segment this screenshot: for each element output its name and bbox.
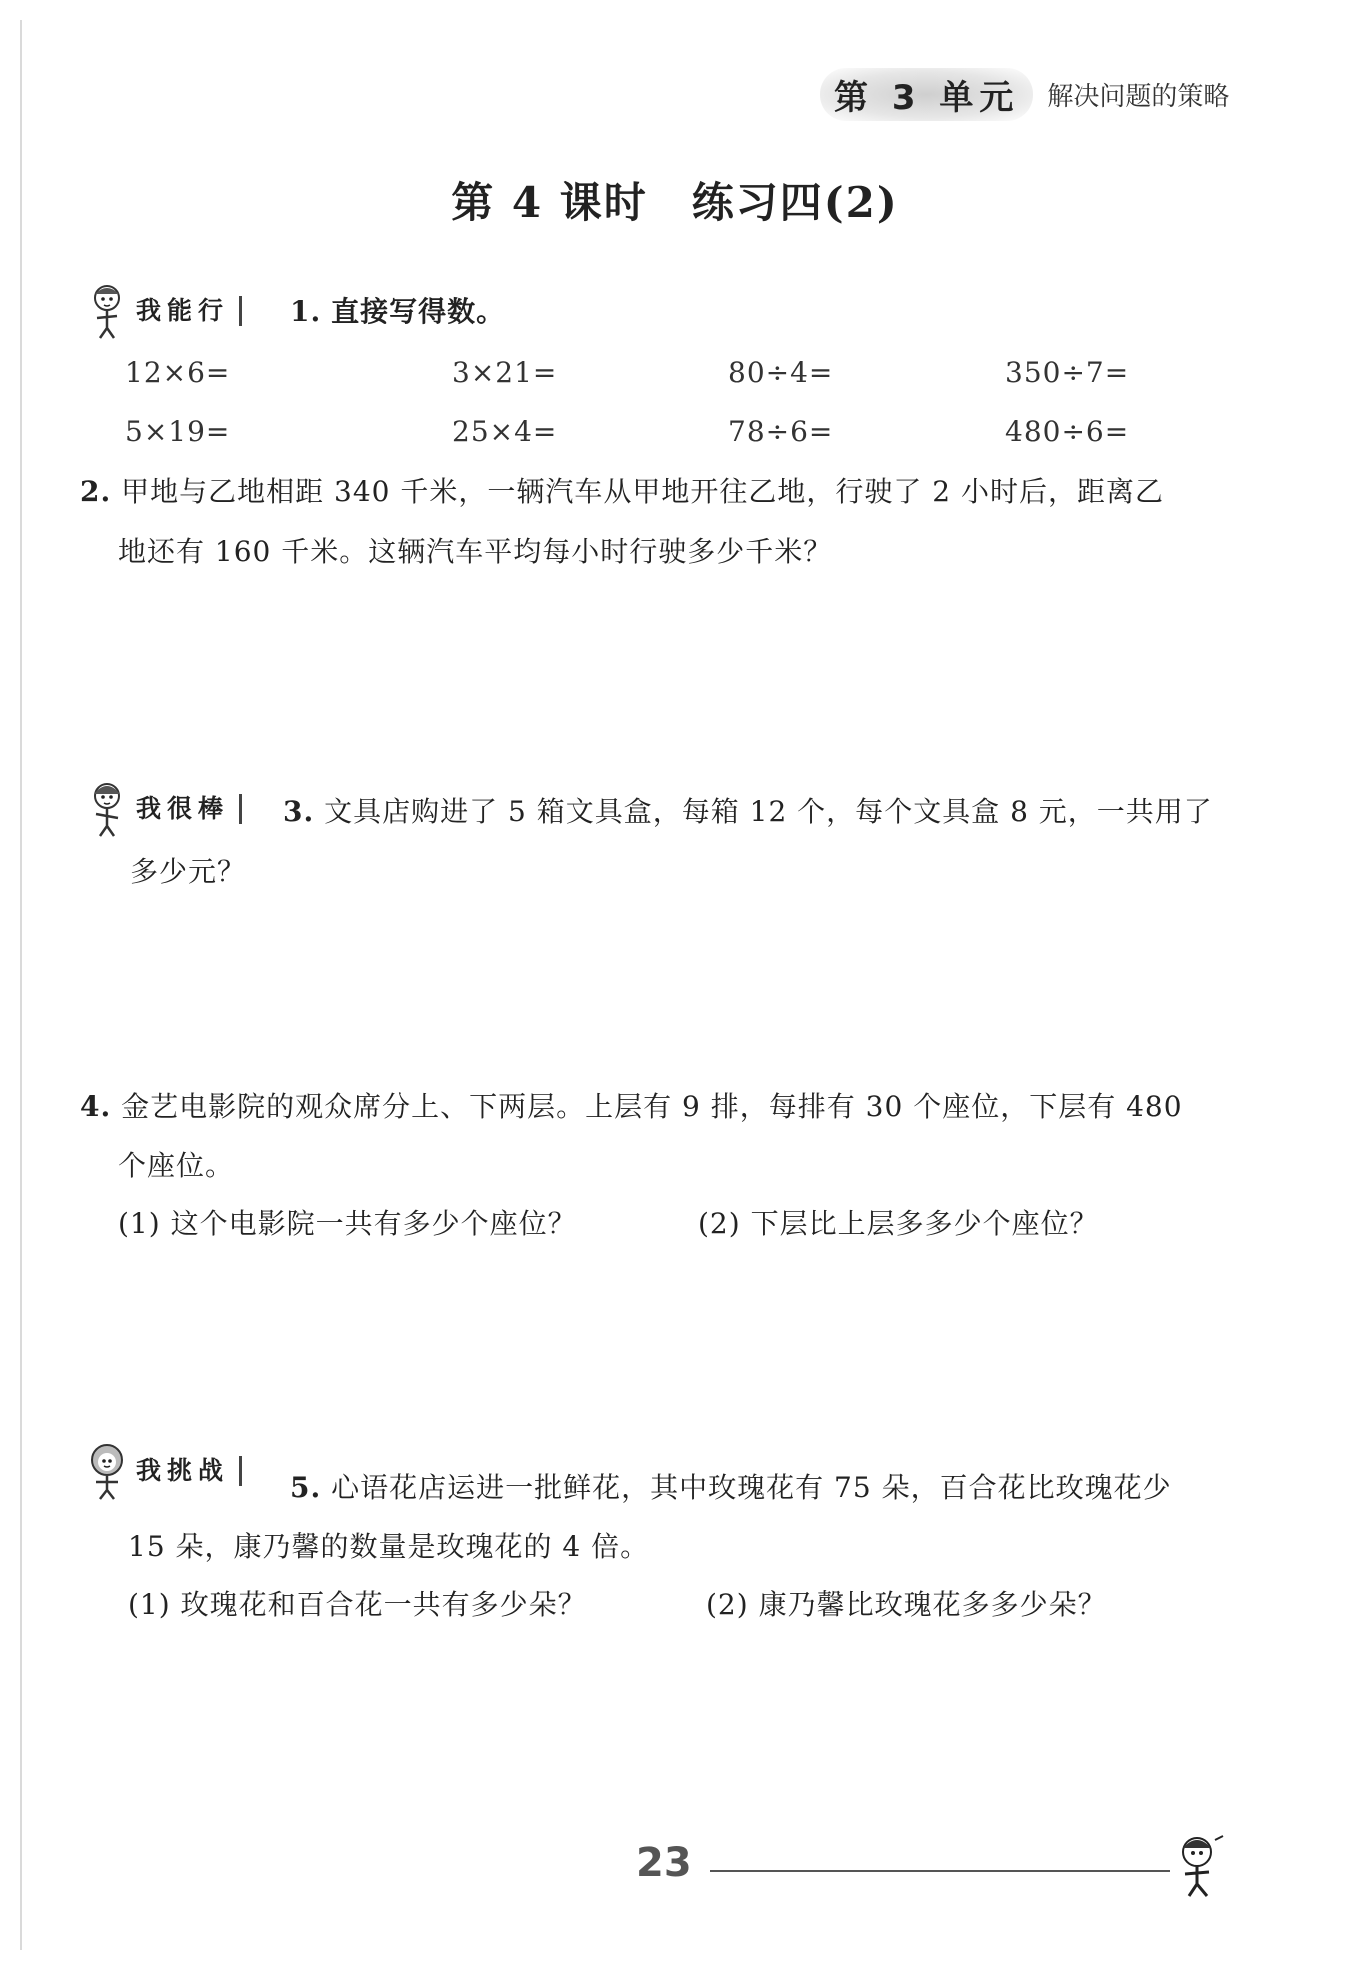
section-tag-label: 我很棒 — [130, 794, 242, 824]
page-number: 23 — [636, 1840, 692, 1886]
question-text: 文具店购进了 5 箱文具盒，每箱 12 个，每个文具盒 8 元，一共用了 — [324, 795, 1213, 828]
question-number: 4. — [80, 1090, 112, 1123]
question-5-sub-1: (1) 玫瑰花和百合花一共有多少朵？ — [128, 1588, 587, 1621]
section-tag-2 — [84, 780, 242, 838]
question-1 — [290, 292, 505, 332]
question-text: 甲地与乙地相距 340 千米，一辆汽车从甲地开往乙地，行驶了 2 小时后，距离乙 — [121, 475, 1165, 508]
question-text: 金艺电影院的观众席分上、下两层。上层有 9 排，每排有 30 个座位，下层有 480 — [121, 1090, 1183, 1123]
section-tag-1 — [84, 282, 242, 340]
question-number: 1. — [290, 295, 322, 328]
section-tag-label: 我能行 — [130, 296, 242, 326]
calc-item: 80÷4= — [728, 356, 834, 389]
question-number: 3. — [283, 795, 315, 828]
question-5-sub-2: (2) 康乃馨比玫瑰花多多少朵？ — [706, 1588, 1107, 1621]
mascot-girl-icon — [84, 282, 130, 340]
mascot-girl-icon — [84, 780, 130, 838]
question-4-line-1 — [80, 1087, 1183, 1127]
section-tag-3 — [84, 1442, 242, 1500]
question-5-line-1 — [290, 1468, 1172, 1508]
question-4-line-2: 个座位。 — [118, 1149, 235, 1182]
unit-header — [820, 68, 1229, 121]
question-3-line-2: 多少元？ — [130, 855, 247, 888]
unit-label: 第 3 单元 — [820, 68, 1033, 121]
section-tag-label: 我挑战 — [130, 1456, 242, 1486]
question-number: 2. — [80, 475, 112, 508]
page-edge-line — [20, 20, 22, 1950]
calc-item: 5×19= — [125, 415, 231, 448]
footer-mascot-icon — [1165, 1830, 1235, 1900]
lesson-title: 第 4 课时 练习四(2) — [451, 178, 899, 227]
question-2-line-2: 地还有 160 千米。这辆汽车平均每小时行驶多少千米？ — [118, 535, 833, 568]
calc-item: 78÷6= — [728, 415, 834, 448]
calc-item: 480÷6= — [1005, 415, 1130, 448]
calc-item: 25×4= — [452, 415, 558, 448]
footer-rule — [710, 1870, 1170, 1872]
calc-item: 3×21= — [452, 356, 558, 389]
question-4-sub-2: (2) 下层比上层多多少个座位？ — [698, 1207, 1099, 1240]
question-4-sub-1: (1) 这个电影院一共有多少个座位？ — [118, 1207, 577, 1240]
calc-item: 12×6= — [125, 356, 231, 389]
question-text: 心语花店运进一批鲜花，其中玫瑰花有 75 朵，百合花比玫瑰花少 — [331, 1471, 1172, 1504]
calc-item: 350÷7= — [1005, 356, 1130, 389]
unit-subtitle: 解决问题的策略 — [1047, 82, 1230, 112]
question-5-line-2: 15 朵，康乃馨的数量是玫瑰花的 4 倍。 — [128, 1530, 650, 1563]
question-prompt: 直接写得数。 — [331, 295, 506, 328]
question-3-line-1 — [283, 792, 1213, 832]
question-2-line-1 — [80, 472, 1164, 512]
mascot-boy-icon — [84, 1442, 130, 1500]
question-number: 5. — [290, 1471, 322, 1504]
